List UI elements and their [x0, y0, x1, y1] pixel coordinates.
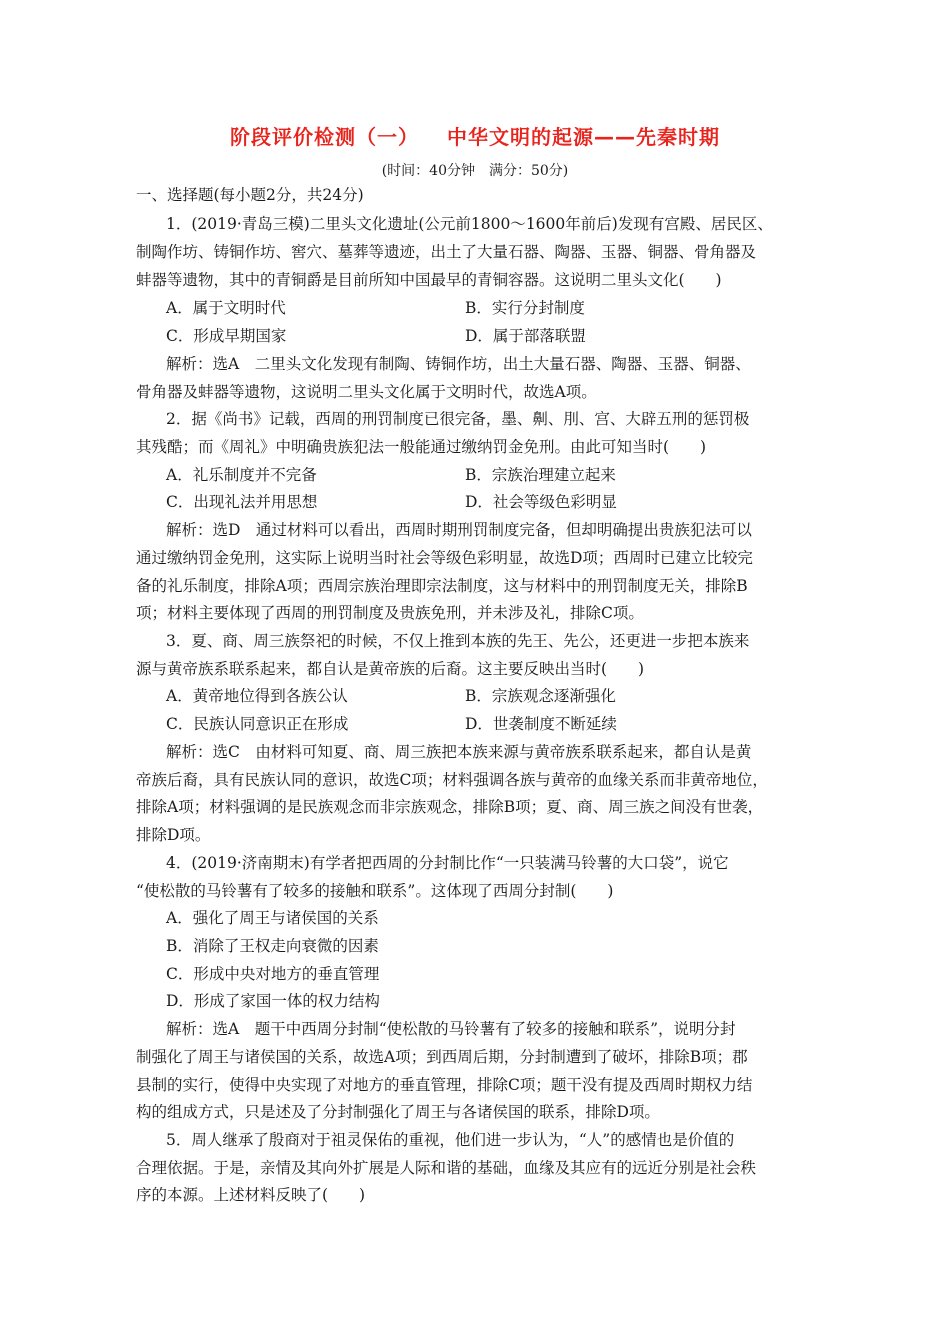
q4-option-d: D．形成了家国一体的权力结构	[166, 992, 380, 1010]
q2-option-b: B．宗族治理建立起来	[465, 466, 616, 484]
q3-explanation-line: 排除A项；材料强调的是民族观念而非宗族观念，排除B项；夏、商、周三族之间没有世袭，	[136, 798, 764, 816]
q3-option-b: B．宗族观念逐渐强化	[465, 687, 616, 705]
q2-explanation-line: 通过缴纳罚金免刑，这实际上说明当时社会等级色彩明显，故选D项；西周时已建立比较完	[136, 549, 753, 567]
q3-option-c: C．民族认同意识正在形成	[166, 715, 349, 733]
q5-stem-line: 合理依据。于是，亲情及其向外扩展是人际和谐的基础，血缘及其应有的远近分别是社会秩	[136, 1159, 757, 1177]
q1-option-c: C．形成早期国家	[166, 327, 287, 345]
q1-option-b: B．实行分封制度	[465, 299, 585, 317]
exam-time-info: (时间：40分钟 满分：50分)	[381, 163, 569, 179]
q2-explanation-line: 备的礼乐制度，排除A项；西周宗族治理即宗法制度，这与材料中的刑罚制度无关，排除B	[136, 577, 748, 595]
q2-option-a: A．礼乐制度并不完备	[166, 466, 317, 484]
q1-stem-line: 蚌器等遗物，其中的青铜爵是目前所知中国最早的青铜容器。这说明二里头文化( )	[136, 271, 722, 289]
q1-explanation-line: 骨角器及蚌器等遗物，这说明二里头文化属于文明时代，故选A项。	[136, 383, 597, 401]
q2-explanation-line: 项；材料主要体现了西周的刑罚制度及贵族免刑，并未涉及礼，排除C项。	[136, 604, 644, 622]
q2-explanation-line: 解析：选D 通过材料可以看出，西周时期刑罚制度完备，但却明确提出贵族犯法可以	[166, 521, 752, 539]
title-left: 阶段评价检测（一）	[230, 125, 419, 149]
q1-stem-line: 1．(2019·青岛三模)二里头文化遗址(公元前1800～1600年前后)发现有宫殿、居民区、	[166, 215, 773, 233]
q2-stem-line: 其残酷；而《周礼》中明确贵族犯法一般能通过缴纳罚金免刑。由此可知当时( )	[136, 438, 707, 456]
page-title	[0, 121, 950, 150]
q3-stem-line: 源与黄帝族系联系起来，都自认是黄帝族的后裔。这主要反映出当时( )	[136, 660, 645, 678]
q2-option-d: D．社会等级色彩明显	[465, 493, 617, 511]
q1-option-d: D．属于部落联盟	[465, 327, 586, 345]
q4-option-a: A．强化了周王与诸侯国的关系	[166, 909, 379, 927]
q4-explanation-line: 构的组成方式，只是述及了分封制强化了周王与各诸侯国的联系，排除D项。	[136, 1103, 660, 1121]
section-heading: 一、选择题(每小题2分，共24分)	[136, 186, 364, 204]
q2-stem-line: 2．据《尚书》记载，西周的刑罚制度已很完备，墨、劓、刖、宫、大辟五刑的惩罚极	[166, 410, 750, 428]
q4-stem-line: 4．(2019·济南期末)有学者把西周的分封制比作“一只装满马铃薯的大口袋”，说它	[166, 854, 729, 872]
q4-stem-line: “使松散的马铃薯有了较多的接触和联系”。这体现了西周分封制( )	[136, 882, 614, 900]
q3-explanation-line: 解析：选C 由材料可知夏、商、周三族把本族来源与黄帝族系联系起来，都自认是黄	[166, 743, 752, 761]
q4-option-b: B．消除了王权走向衰微的因素	[166, 937, 379, 955]
q4-option-c: C．形成中央对地方的垂直管理	[166, 965, 380, 983]
q4-explanation-line: 县制的实行，使得中央实现了对地方的垂直管理，排除C项；题干没有提及西周时期权力结	[136, 1076, 753, 1094]
q1-explanation-line: 解析：选A 二里头文化发现有制陶、铸铜作坊，出土大量石器、陶器、玉器、铜器、	[166, 355, 751, 373]
title-right: 中华文明的起源——先秦时期	[447, 125, 720, 149]
q1-stem-line: 制陶作坊、铸铜作坊、窖穴、墓葬等遗迹，出土了大量石器、陶器、玉器、铜器、骨角器及	[136, 243, 757, 261]
q3-option-a: A．黄帝地位得到各族公认	[166, 687, 348, 705]
q3-option-d: D．世袭制度不断延续	[465, 715, 617, 733]
q1-option-a: A．属于文明时代	[166, 299, 286, 317]
q3-explanation-line: 帝族后裔，具有民族认同的意识，故选C项；材料强调各族与黄帝的血缘关系而非黄帝地位，	[136, 771, 768, 789]
q4-explanation-line: 制强化了周王与诸侯国的关系，故选A项；到西周后期，分封制遭到了破坏，排除B项；郡	[136, 1048, 748, 1066]
q2-option-c: C．出现礼法并用思想	[166, 493, 318, 511]
q5-stem-line: 序的本源。上述材料反映了( )	[136, 1186, 366, 1204]
q5-stem-line: 5．周人继承了殷商对于祖灵保佑的重视，他们进一步认为，“人”的感情也是价值的	[166, 1131, 735, 1149]
q4-explanation-line: 解析：选A 题干中西周分封制“使松散的马铃薯有了较多的接触和联系”，说明分封	[166, 1020, 736, 1038]
q3-stem-line: 3．夏、商、周三族祭祀的时候，不仅上推到本族的先王、先公，还更进一步把本族来	[166, 632, 750, 650]
q3-explanation-line: 排除D项。	[136, 826, 211, 844]
